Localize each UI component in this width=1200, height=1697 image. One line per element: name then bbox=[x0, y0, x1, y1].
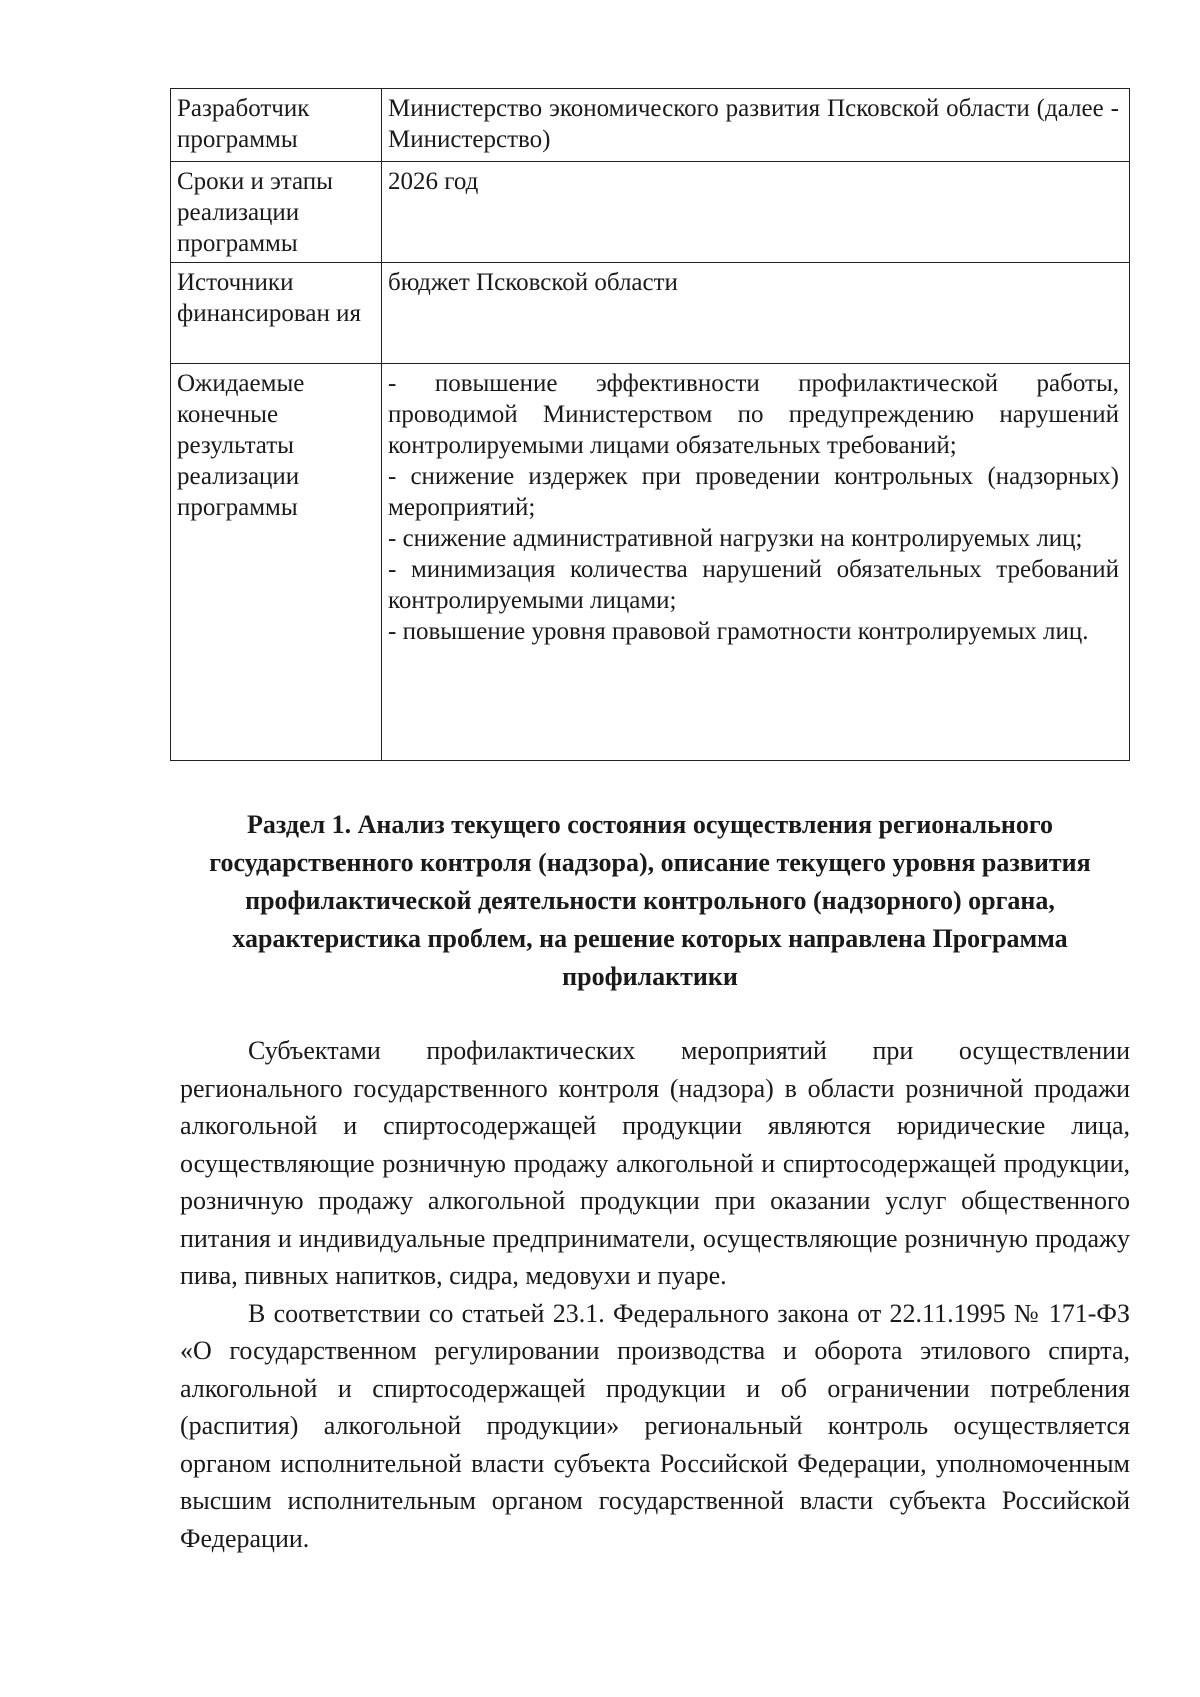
row-label-developer: Разработчик программы bbox=[171, 89, 382, 162]
result-item: - снижение административной нагрузки на контролируемых лиц; bbox=[388, 525, 1083, 552]
result-item: - повышение эффективности профилактической работы, проводимой Министерством по предупреждению нарушений контролируемыми лицами обязательных требований; bbox=[388, 370, 1119, 459]
section-heading: Раздел 1. Анализ текущего состояния осуществления регионального государственного контроля (надзора), описание текущего уровня развития профилактической деятельности контрольного (надзорного) органа, характеристика проблем, на решение которых направлена Программа профилактики bbox=[209, 810, 1091, 991]
table-row bbox=[171, 263, 1130, 364]
table-row bbox=[171, 364, 1130, 761]
table-row bbox=[171, 162, 1130, 263]
paragraph: В соответствии со статьей 23.1. Федерального закона от 22.11.1995 № 171-ФЗ «О государственном регулировании производства и оборота этилового спирта, алкогольной и спиртосодержащей продукции и об ограничении потребления (распития) алкогольной продукции» региональный контроль осуществляется органом исполнительной власти субъекта Российской Федерации, уполномоченным высшим исполнительным органом государственной власти субъекта Российской Федерации. bbox=[180, 1298, 1130, 1553]
table-row bbox=[171, 89, 1130, 162]
row-value-results bbox=[382, 364, 1130, 761]
row-value-terms: 2026 год bbox=[382, 162, 1130, 263]
section-body bbox=[180, 1032, 1130, 1557]
result-item: - повышение уровня правовой грамотности контролируемых лиц. bbox=[388, 618, 1089, 645]
program-passport-table bbox=[170, 88, 1130, 761]
row-label-results: Ожидаемые конечные результаты реализации программы bbox=[171, 364, 382, 761]
result-item: - снижение издержек при проведении контрольных (надзорных) мероприятий; bbox=[388, 463, 1119, 521]
row-value-funding: бюджет Псковской области bbox=[382, 263, 1130, 364]
paragraph: Субъектами профилактических мероприятий при осуществлении регионального государственного контроля (надзора) в области розничной продажи алкогольной и спиртосодержащей продукции являются юридические лица, осуществляющие розничную продажу алкогольной и спиртосодержащей продукции, розничную продажу алкогольной продукции при оказании услуг общественного питания и индивидуальные предприниматели, осуществляющие розничную продажу пива, пивных напитков, сидра, медовухи и пуаре. bbox=[180, 1036, 1130, 1290]
result-item: - минимизация количества нарушений обязательных требований контролируемыми лицами; bbox=[388, 556, 1119, 614]
row-label-funding: Источники финансирован ия bbox=[171, 263, 382, 364]
row-value-developer: Министерство экономического развития Псковской области (далее - Министерство) bbox=[382, 89, 1130, 162]
row-label-terms: Сроки и этапы реализации программы bbox=[171, 162, 382, 263]
